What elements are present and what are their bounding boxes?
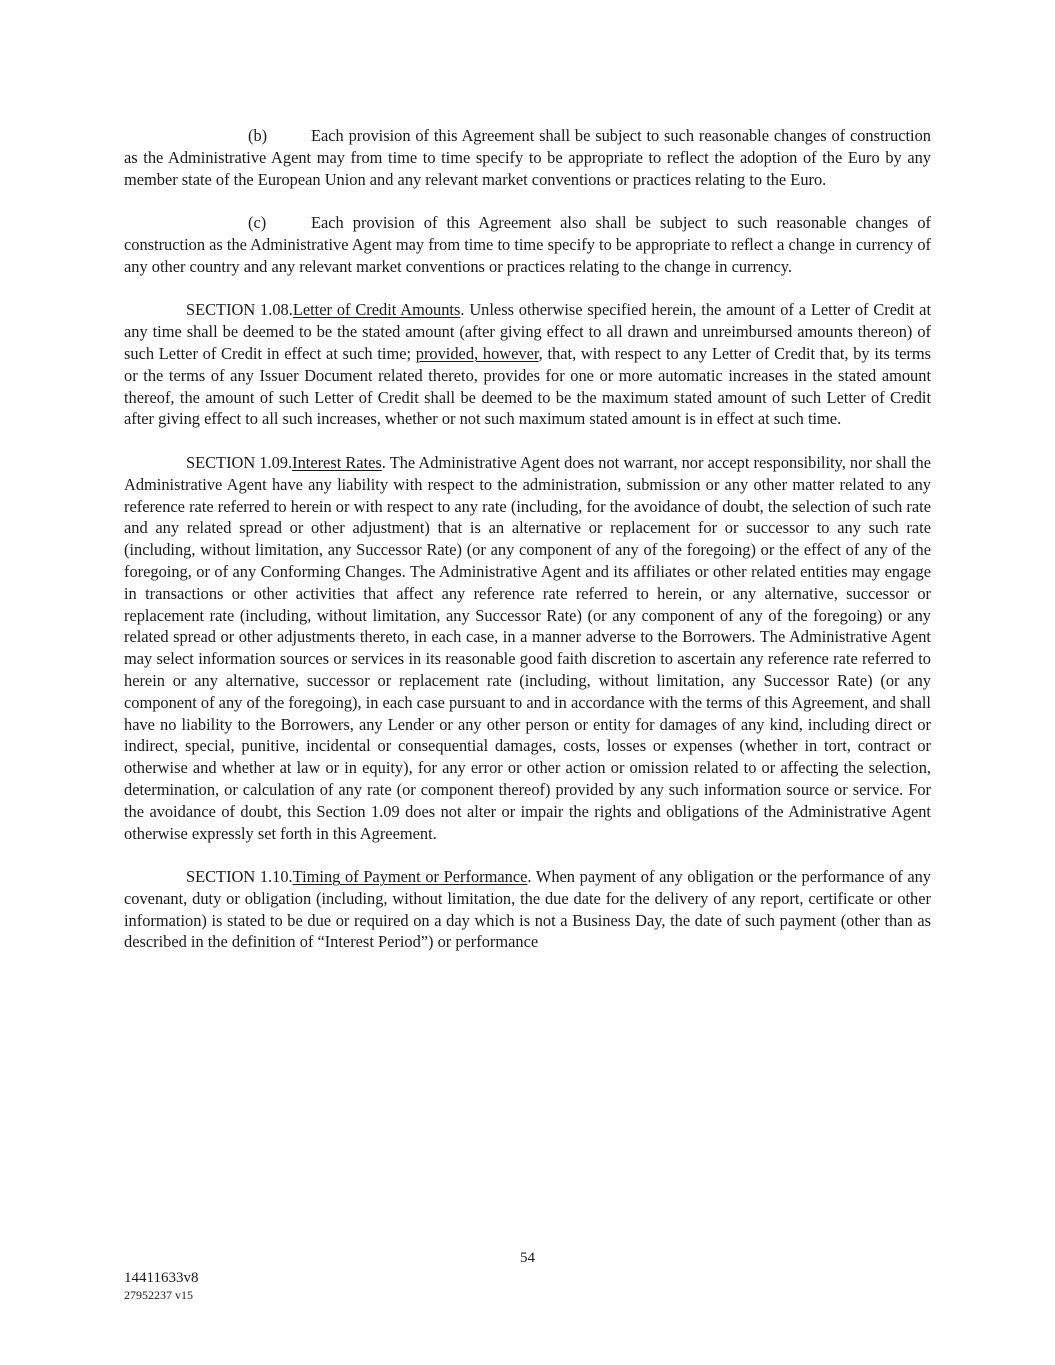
paragraph-c-label: (c) [248,213,267,233]
document-id-primary: 14411633v8 [124,1270,199,1286]
paragraph-b-label: (b) [248,126,268,145]
section-1-08 [124,299,931,430]
section-1-08-text-after: , that, with respect to any Letter of Credit that, by its terms or the terms of any Issuer Document related thereto, provides for one or more automatic increases in the stated amount thereof, the amount of such Letter of Credit shall be deemed to be the maximum stated amount of such Letter of Credit after giving effect to all such increases, whether or not such maximum stated amount is in effect at such time. [124,343,931,429]
section-1-10-text: . When payment of any obligation or the performance of any covenant, duty or obligation (including, without limitation, the due date for the delivery of any report, certificate or other information) is stated to be due or required on a day which is not a Business Day, the date of such payment (other than as described in the definition of “Interest Period”) or performance [124,867,931,952]
section-1-08-proviso: provided, however [415,343,539,363]
section-1-08-number: SECTION 1.08. [186,300,293,320]
section-1-09-heading: Interest Rates [292,452,382,472]
paragraph-c-text: Each provision of this Agreement also shall be subject to such reasonable changes of construction as the Administrative Agent may from time to time specify to be appropriate to reflect a change in currency of any other country and any relevant market conventions or practices relating to the change in currency. [124,213,931,276]
section-1-08-text-before: . Unless otherwise specified herein, the amount of a Letter of Credit at any time shall be deemed to be the stated amount (after giving effect to all drawn and unreimbursed amounts thereon) of such Letter of Credit in effect at such time; [124,300,931,363]
section-1-08-heading: Letter of Credit Amounts [292,300,461,320]
section-1-09-text: . The Administrative Agent does not warrant, nor accept responsibility, nor shall the Administrative Agent have any liability with respect to the administration, submission or any other matter related to any reference rate referred to herein or with respect to any rate (including, for the avoidance of doubt, the selection of such rate and any related spread or other adjustment) that is an alternative or replacement for or successor to any such rate (including, without limitation, any Successor Rate) (or any component of any of the foregoing) or the effect of any of the foregoing, or of any Conforming Changes. The Administrative Agent and its affiliates or other related entities may engage in transactions or other activities that affect any reference rate referred to herein, or any alternative, successor or replacement rate (including, without limitation, any Successor Rate) (or any component of any of the foregoing) or any related spread or other adjustments thereto, in each case, in a manner adverse to the Borrowers. The Administrative Agent may select information sources or services in its reasonable good faith discretion to ascertain any reference rate referred to herein or any alternative, successor or replacement rate (including, without limitation, any Successor Rate) (or any component of any of the foregoing), in each case pursuant to and in accordance with the terms of this Agreement, and shall have no liability to the Borrowers, any Lender or any other person or entity for damages of any kind, including direct or indirect, special, punitive, incidental or consequential damages, costs, losses or expenses (whether in tort, contract or otherwise and whether at law or in equity), for any error or other action or omission related to or affecting the selection, determination, or calculation of any rate (or component thereof) provided by any such information source or service. For the avoidance of doubt, this Section 1.09 does not alter or impair the rights and obligations of the Administrative Agent otherwise expressly set forth in this Agreement. [124,452,931,843]
document-id-secondary: 27952237 v15 [124,1288,193,1302]
section-1-10-number: SECTION 1.10. [186,867,293,887]
page-number: 54 [520,1250,535,1266]
section-1-09 [124,452,931,844]
document-body [124,125,931,975]
paragraph-c [124,212,931,277]
paragraph-b-text: Each provision of this Agreement shall be subject to such reasonable changes of construction as the Administrative Agent may from time to time specify to be appropriate to reflect the adoption of the Euro by any member state of the European Union and any relevant market conventions or practices relating to the Euro. [124,126,931,189]
section-1-10 [124,866,931,953]
section-1-09-number: SECTION 1.09. [186,452,293,472]
paragraph-b [124,125,931,190]
section-1-10-heading: Timing of Payment or Performance [292,867,528,887]
